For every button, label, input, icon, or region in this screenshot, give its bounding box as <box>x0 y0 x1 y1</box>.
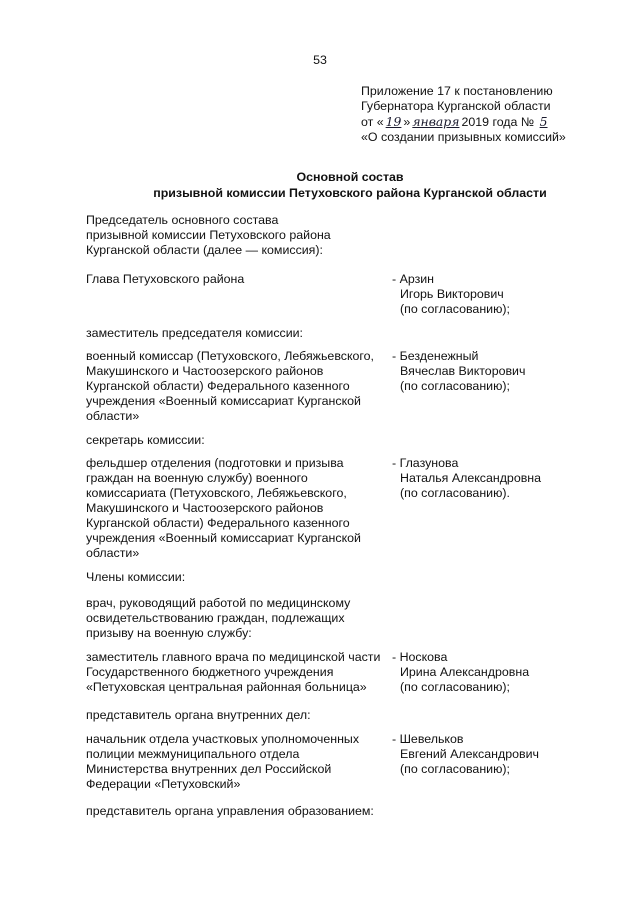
member-position <box>86 732 391 792</box>
members-label: Члены комиссии: <box>86 570 186 584</box>
document-title <box>0 169 640 201</box>
text-line: Макушинского и Частоозерского районов <box>86 501 324 515</box>
text-line: Министерства внутренних дел Российской <box>86 762 332 776</box>
text-line: врач, руководящий работой по медицинскому <box>86 596 351 610</box>
text-line: комиссариата (Петуховского, Лебяжьевского, <box>86 486 347 500</box>
police-label: представитель органа внутренних дел: <box>86 708 311 722</box>
text-line: призывной комиссии Петуховского района <box>86 228 331 242</box>
person-surname: - Носкова <box>392 650 448 664</box>
member-position <box>86 349 391 424</box>
text-line: военный комиссар (Петуховского, Лебяжьевского, <box>86 349 374 363</box>
date-year: 2019 года № <box>461 115 535 129</box>
text-line: начальник отдела участковых уполномоченных <box>86 732 360 746</box>
member-position <box>86 272 391 287</box>
text-line: полиции межмуниципального отдела <box>86 747 300 761</box>
text-line: Макушинского и Частоозерского районов <box>86 364 324 378</box>
text-line: Федерации «Петуховский» <box>86 777 241 791</box>
text-line: освидетельствованию граждан, подлежащих <box>86 611 345 625</box>
text-line: Курганской области) Федерального казенного <box>86 516 350 530</box>
person-name: Наталья Александровна <box>400 471 542 485</box>
person-note: (по согласованию). <box>400 486 510 500</box>
person-surname: - Безденежный <box>392 349 479 363</box>
text-line: учреждения «Военный комиссариат Курганской <box>86 394 361 408</box>
text-line: Глава Петуховского района <box>86 272 245 286</box>
person-note: (по согласованию); <box>400 379 510 393</box>
appendix-line: Приложение 17 к постановлению <box>361 84 553 98</box>
text-line: призыву на военную службу: <box>86 626 252 640</box>
person-note: (по согласованию); <box>400 762 510 776</box>
deputy-label: заместитель председателя комиссии: <box>86 326 303 340</box>
person-surname: - Арзин <box>392 272 435 286</box>
text-line: области» <box>86 409 140 423</box>
doctor-intro <box>86 596 350 641</box>
appendix-date-line <box>361 114 631 130</box>
text-line: фельдшер отделения (подготовки и призыва <box>86 456 344 470</box>
text-line: Курганской области (далее — комиссия): <box>86 243 323 257</box>
title-line: Основной состав <box>296 170 404 184</box>
handwritten-number: 5 <box>539 114 548 129</box>
member-position <box>86 456 391 561</box>
member-position <box>86 650 391 695</box>
text-line: области» <box>86 546 140 560</box>
appendix-line: Губернатора Курганской области <box>361 99 551 113</box>
text-line: граждан на военную службу) военного <box>86 471 308 485</box>
education-label: представитель органа управления образованием: <box>86 804 374 818</box>
member-person <box>392 456 627 501</box>
date-prefix: от « <box>361 115 384 129</box>
appendix-line: «О создании призывных комиссий» <box>361 130 566 144</box>
text-line: Курганской области) Федерального казенного <box>86 379 350 393</box>
page-number: 53 <box>313 53 327 67</box>
person-name: Ирина Александровна <box>400 665 530 679</box>
text-line: Государственного бюджетного учреждения <box>86 665 334 679</box>
text-line: учреждения «Военный комиссариат Курганской <box>86 531 361 545</box>
person-note: (по согласованию); <box>400 680 510 694</box>
person-name: Евгений Александрович <box>400 747 539 761</box>
person-surname: - Шевельков <box>392 732 464 746</box>
member-person <box>392 732 627 777</box>
text-line: Председатель основного состава <box>86 213 279 227</box>
person-name: Игорь Викторович <box>400 287 504 301</box>
member-person <box>392 349 627 394</box>
secretary-label: секретарь комиссии: <box>86 433 205 447</box>
appendix-header <box>361 84 631 145</box>
member-person <box>392 272 627 317</box>
text-line: «Петуховская центральная районная больница» <box>86 680 367 694</box>
person-note: (по согласованию); <box>400 302 510 316</box>
title-line: призывной комиссии Петуховского района Курганской области <box>153 186 547 200</box>
date-quote: » <box>403 115 411 129</box>
person-surname: - Глазунова <box>392 456 459 470</box>
person-name: Вячеслав Викторович <box>400 364 526 378</box>
handwritten-month: января <box>412 114 460 129</box>
text-line: заместитель главного врача по медицинской части <box>86 650 381 664</box>
handwritten-day: 19 <box>385 114 402 129</box>
member-person <box>392 650 627 695</box>
chair-intro <box>86 213 331 258</box>
